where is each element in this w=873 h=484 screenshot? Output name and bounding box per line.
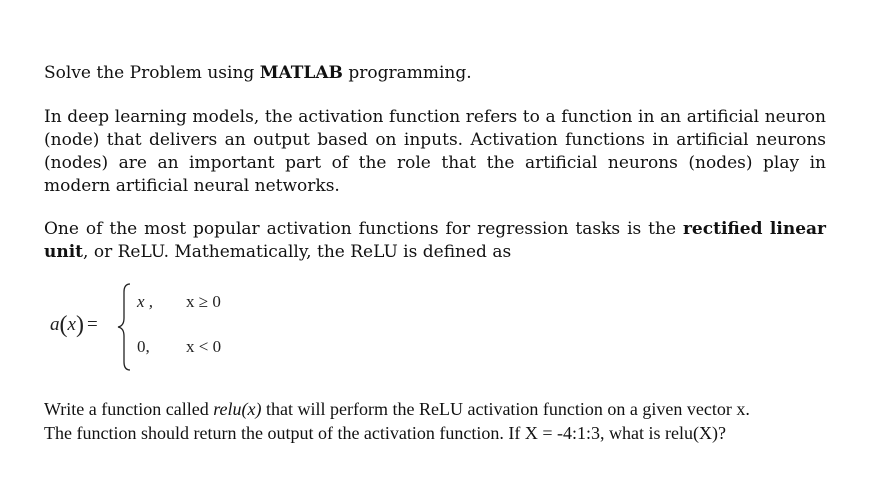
relu-prefix: One of the most popular activation functions for regression tasks is the xyxy=(44,219,683,239)
equation-var: x xyxy=(67,314,76,335)
task-text xyxy=(44,397,844,445)
task-line1-suffix: that will perform the ReLU activation function on a given vector x. xyxy=(261,399,750,419)
equation-func-name: a xyxy=(50,314,60,335)
relu-paragraph xyxy=(44,218,826,264)
case1-condition: x ≥ 0 xyxy=(186,292,221,311)
intro-suffix: programming. xyxy=(342,63,472,83)
relu-suffix: , or ReLU. Mathematically, the ReLU is defined as xyxy=(83,242,512,262)
task-line2: The function should return the output of the activation function. If X = -4:1:3, what is relu(X)? xyxy=(44,423,726,443)
relu-equation xyxy=(50,282,310,372)
equation-lhs: a(x) = xyxy=(50,312,98,338)
intro-prefix: Solve the Problem using xyxy=(44,63,260,83)
case2-value: 0, xyxy=(137,337,150,356)
left-brace-icon xyxy=(116,282,132,372)
case2-condition: x < 0 xyxy=(186,337,222,356)
relu-bold-term: rectified linear unit xyxy=(44,219,826,262)
definition-paragraph: In deep learning models, the activation function refers to a function in an artificial neuron (node) that delivers an output based on inputs. Activation functions in artificial neurons (nodes) are an important part of the role that the artificial neurons (nodes) play in modern artificial neural networks. xyxy=(44,107,826,196)
intro-matlab-bold: MATLAB xyxy=(259,63,343,83)
case1-value: x , xyxy=(137,292,154,311)
task-line1-prefix: Write a function called xyxy=(44,399,214,419)
equation-equals: = xyxy=(86,314,98,335)
intro-line xyxy=(44,62,826,85)
task-func-name: relu(x) xyxy=(213,399,262,419)
